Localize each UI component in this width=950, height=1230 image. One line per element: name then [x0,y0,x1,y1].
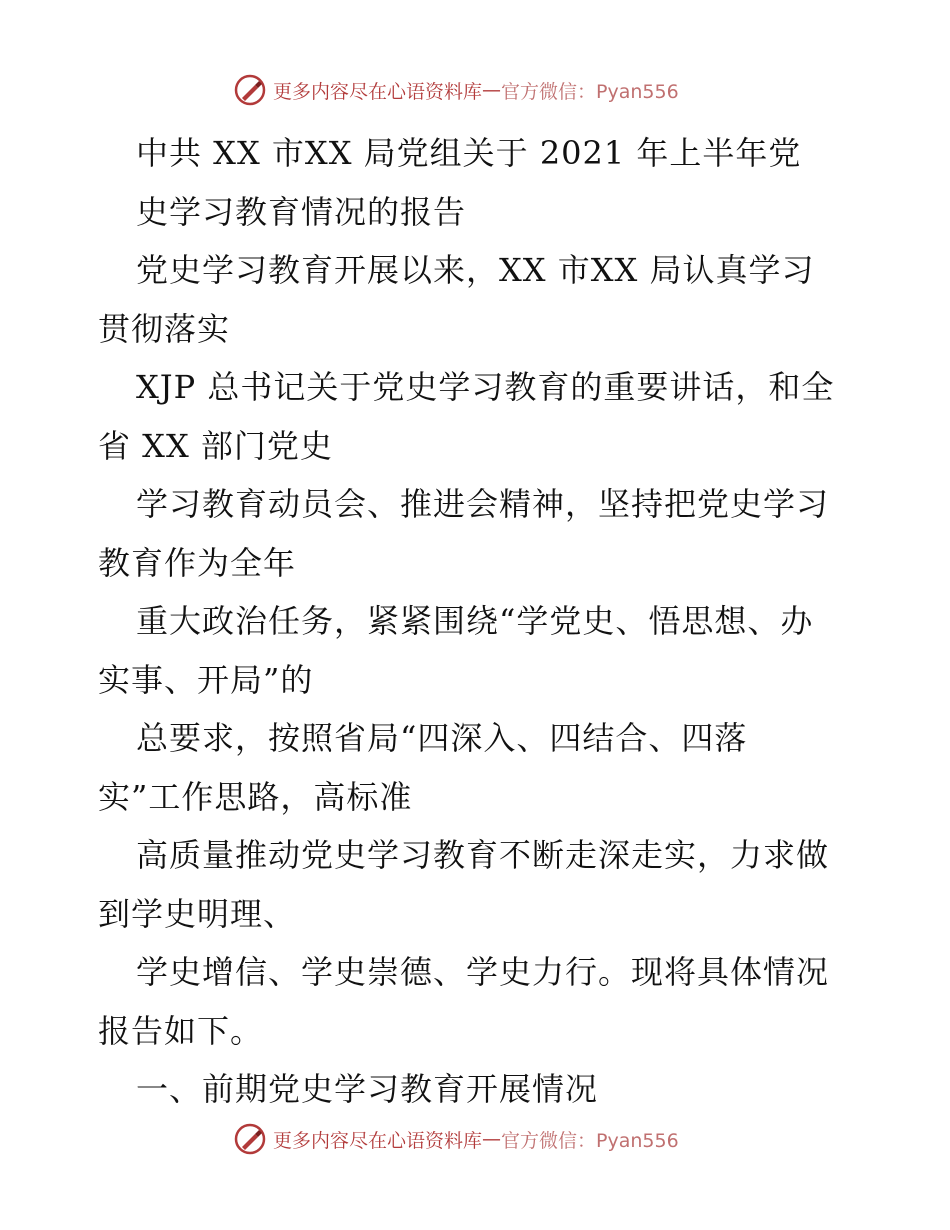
doc-line: 高质量推动党史学习教育不断走深走实，力求做 [136,836,830,874]
doc-line: 学史增信、学史崇德、学史力行。现将具体情况 [136,953,830,991]
doc-line: 实”工作思路，高标准 [98,777,413,816]
doc-line: 报告如下。 [98,1011,264,1050]
doc-line: 省 XX 部门党史 [98,426,333,465]
doc-line: 党史学习教育开展以来，XX 市XX 局认真学习 [136,251,815,289]
doc-line: 重大政治任务，紧紧围绕“学党史、悟思想、办 [136,602,814,640]
pen-logo-icon [233,73,267,107]
footer-watermark [233,1119,679,1159]
header-watermark [233,70,679,110]
doc-line: 到学史明理、 [98,894,297,933]
doc-title-line-2: 史学习教育情况的报告 [136,192,467,231]
doc-line: XJP 总书记关于党史学习教育的重要讲话，和全 [136,368,835,406]
doc-line: 实事、开局”的 [98,660,314,699]
doc-line: 教育作为全年 [98,543,297,582]
watermark-text: 更多内容尽在心语资料库 [273,1129,483,1152]
doc-line: 贯彻落实 [98,309,231,348]
watermark-suffix: 官方微信：Pyan556 [501,80,679,103]
document-body [98,124,858,1119]
pen-logo-icon [233,1122,267,1156]
watermark-dash: — [482,1128,502,1150]
section-heading: 一、前期党史学习教育开展情况 [136,1070,599,1108]
doc-line: 学习教育动员会、推进会精神，坚持把党史学习 [136,485,830,523]
watermark-dash: — [482,79,502,101]
watermark-text: 更多内容尽在心语资料库 [273,80,483,103]
watermark-suffix: 官方微信：Pyan556 [501,1129,679,1152]
doc-title-line-1: 中共 XX 市XX 局党组关于 2021 年上半年党 [136,134,802,172]
doc-line: 总要求，按照省局“四深入、四结合、四落 [136,719,748,757]
